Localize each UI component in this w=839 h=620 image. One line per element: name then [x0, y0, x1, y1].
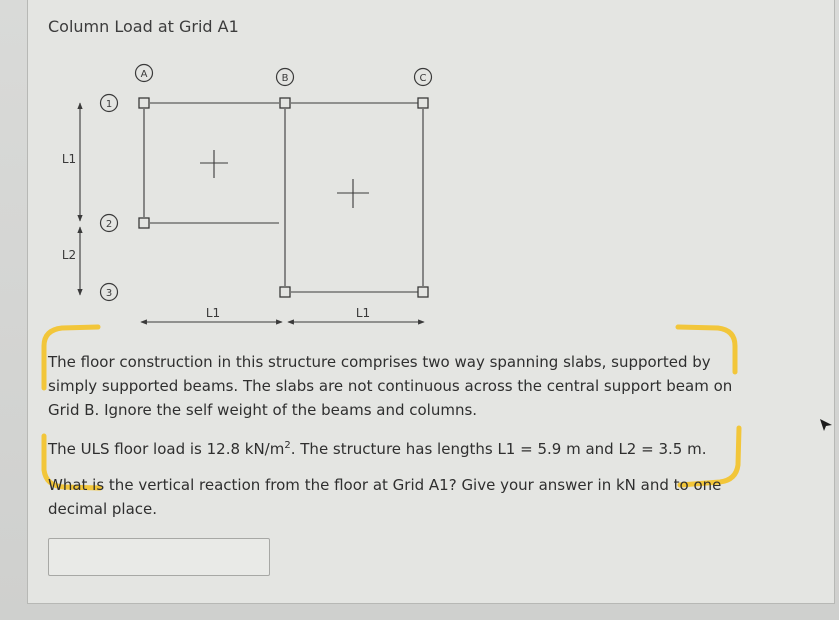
svg-text:1: 1 [105, 99, 113, 110]
answer-input[interactable] [48, 538, 270, 576]
question-paragraph-1: The floor construction in this structure comprises two way spanning slabs, supported by simply supported beams. The slabs are not continuous across the central support beam on Grid B. Ignore the self weight of the beams and columns. [48, 353, 733, 419]
svg-text:B: B [281, 73, 289, 84]
grid-bubble-a [136, 65, 153, 82]
svg-text:2: 2 [105, 219, 113, 230]
load-text-prefix: The ULS floor load is 12.8 kN/m [48, 440, 285, 458]
grid-bubble-c [415, 69, 432, 86]
beam-lines [144, 103, 423, 292]
svg-text:A: A [140, 69, 148, 80]
question-paragraph-3: What is the vertical reaction from the floor at Grid A1? Give your answer in kN and to one decimal place. [48, 476, 722, 518]
column-b3 [280, 287, 290, 297]
question-text [48, 350, 738, 533]
column-c1 [418, 98, 428, 108]
question-title: Column Load at Grid A1 [48, 17, 239, 36]
grid-bubble-b [277, 69, 294, 86]
dim-label-bottom-right: L1 [355, 306, 371, 320]
column-a2 [139, 218, 149, 228]
svg-text:3: 3 [105, 288, 113, 299]
question-paragraph-2 [48, 434, 738, 461]
load-text-suffix: . The structure has lengths L1 = 5.9 m and L2 = 3.5 m. [290, 440, 707, 458]
dim-label-left-lower: L2 [61, 248, 77, 262]
svg-text:C: C [419, 73, 427, 84]
grid-bubble-3 [101, 284, 118, 301]
column-a1 [139, 98, 149, 108]
mouse-cursor-icon [818, 417, 834, 433]
grid-bubble-1 [101, 95, 118, 112]
dim-label-bottom-left: L1 [205, 306, 221, 320]
load-text-exponent: 2 [284, 440, 291, 451]
column-c3 [418, 287, 428, 297]
grid-bubble-2 [101, 215, 118, 232]
dim-label-left-upper: L1 [61, 152, 77, 166]
column-b1 [280, 98, 290, 108]
